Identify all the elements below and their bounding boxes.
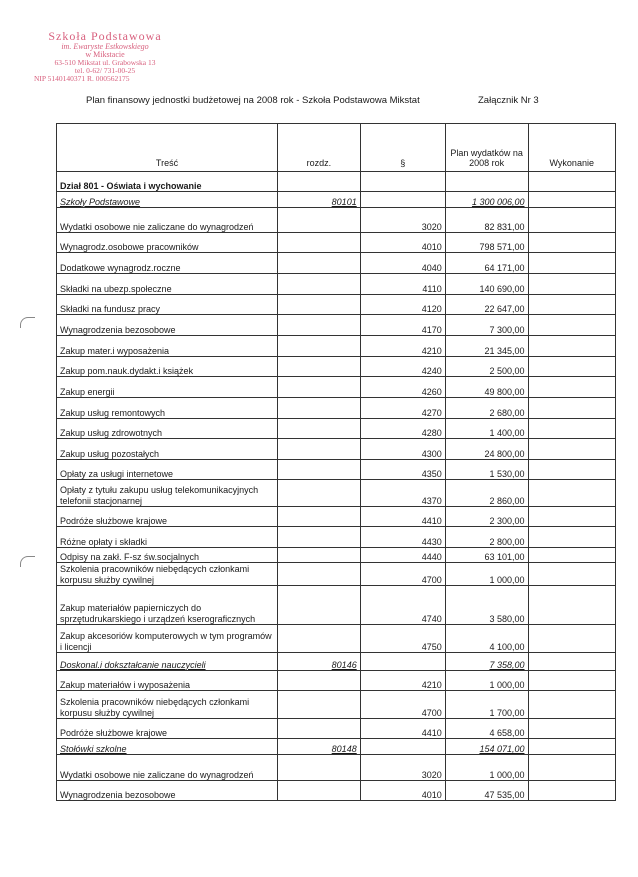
row-plan-amount: 1 300 006,00 [445,192,528,208]
row-paragraph: 4740 [360,586,445,625]
row-paragraph: 4430 [360,527,445,548]
row-name: Wydatki osobowe nie zaliczane do wynagrodzeń [57,755,278,781]
row-name: Opłaty z tytułu zakupu usług telekomunikacyjnych telefonii stacjonarnej [57,480,278,507]
row-rozdz [277,563,360,586]
row-rozdz [277,719,360,739]
row-plan-amount: 47 535,00 [445,781,528,801]
table-row [57,398,616,419]
row-paragraph: 4010 [360,781,445,801]
row-wykonanie [528,548,616,563]
row-wykonanie [528,507,616,527]
row-plan-amount: 798 571,00 [445,233,528,253]
row-plan-amount: 1 700,00 [445,691,528,719]
row-wykonanie [528,586,616,625]
row-plan-amount: 64 171,00 [445,253,528,274]
row-name: Podróże służbowe krajowe [57,719,278,739]
row-plan-amount: 4 100,00 [445,625,528,653]
table-row [57,586,616,625]
row-rozdz [277,172,360,192]
row-wykonanie [528,480,616,507]
row-plan-amount: 1 000,00 [445,755,528,781]
row-name: Dodatkowe wynagrodz.roczne [57,253,278,274]
row-name: Opłaty za usługi internetowe [57,460,278,480]
row-paragraph: 4210 [360,336,445,357]
row-rozdz [277,295,360,315]
row-plan-amount: 2 680,00 [445,398,528,419]
row-wykonanie [528,691,616,719]
row-name: Zakup materiałów i wyposażenia [57,671,278,691]
row-plan-amount: 21 345,00 [445,336,528,357]
row-plan-amount: 63 101,00 [445,548,528,563]
row-rozdz [277,586,360,625]
row-name: Wydatki osobowe nie zaliczane do wynagrodzeń [57,208,278,233]
row-plan-amount: 1 530,00 [445,460,528,480]
stamp-line: w Mikstacie [85,49,125,59]
row-name: Szkolenia pracowników niebędących członkami korpusu służby cywilnej [57,691,278,719]
row-name: Składki na fundusz pracy [57,295,278,315]
row-rozdz [277,377,360,398]
row-name: Dział 801 - Oświata i wychowanie [57,172,278,192]
row-name: Zakup usług remontowych [57,398,278,419]
row-plan-amount: 7 358,00 [445,653,528,671]
table-row [57,755,616,781]
row-plan-amount: 4 658,00 [445,719,528,739]
table-row [57,336,616,357]
budget-table [56,123,616,801]
row-rozdz: 80101 [277,192,360,208]
stamp-line: Szkoła Podstawowa [48,29,162,43]
row-wykonanie [528,527,616,548]
row-paragraph: 4440 [360,548,445,563]
row-paragraph: 4110 [360,274,445,295]
row-rozdz [277,398,360,419]
row-plan-amount: 2 800,00 [445,527,528,548]
row-paragraph [360,653,445,671]
row-wykonanie [528,671,616,691]
row-wykonanie [528,377,616,398]
row-plan-amount: 1 000,00 [445,563,528,586]
row-wykonanie [528,398,616,419]
row-plan-amount: 22 647,00 [445,295,528,315]
punch-mark [20,556,35,567]
row-name: Szkoły Podstawowe [57,192,278,208]
row-rozdz [277,691,360,719]
table-row [57,439,616,460]
row-name: Stołówki szkolne [57,739,278,755]
row-paragraph [360,172,445,192]
row-rozdz [277,781,360,801]
row-rozdz [277,357,360,377]
row-paragraph: 4700 [360,563,445,586]
row-wykonanie [528,357,616,377]
header-row [57,124,616,172]
row-plan-amount: 7 300,00 [445,315,528,336]
row-wykonanie [528,719,616,739]
stamp-line: NIP 5140140371 R. 000562175 [34,74,130,84]
table-row [57,377,616,398]
row-rozdz [277,439,360,460]
row-paragraph: 4270 [360,398,445,419]
row-paragraph: 4240 [360,357,445,377]
table-row [57,172,616,192]
document-title: Plan finansowy jednostki budżetowej na 2008 rok - Szkoła Podstawowa Mikstat [86,95,420,106]
row-plan-amount: 3 580,00 [445,586,528,625]
row-name: Zakup energii [57,377,278,398]
table-row [57,253,616,274]
row-paragraph: 4410 [360,719,445,739]
row-wykonanie [528,419,616,439]
table-row [57,233,616,253]
table-row [57,274,616,295]
row-paragraph: 4040 [360,253,445,274]
column-header-wykonanie: Wykonanie [528,124,616,172]
row-wykonanie [528,172,616,192]
row-wykonanie [528,563,616,586]
row-rozdz [277,507,360,527]
stamp-line: im. Ewaryste Estkowskiego [61,41,149,51]
table-row [57,419,616,439]
row-plan-amount: 2 860,00 [445,480,528,507]
row-paragraph: 3020 [360,755,445,781]
row-rozdz [277,671,360,691]
row-plan-amount: 24 800,00 [445,439,528,460]
row-name: Zakup usług zdrowotnych [57,419,278,439]
row-wykonanie [528,192,616,208]
row-name: Szkolenia pracowników niebędących członkami korpusu służby cywilnej [57,563,278,586]
table-row [57,507,616,527]
row-rozdz [277,480,360,507]
row-rozdz [277,315,360,336]
row-rozdz: 80146 [277,653,360,671]
row-wykonanie [528,439,616,460]
row-paragraph: 4300 [360,439,445,460]
row-name: Doskonal.i dokształcanie nauczycieli [57,653,278,671]
row-name: Zakup pom.nauk.dydakt.i książek [57,357,278,377]
row-name: Podróże służbowe krajowe [57,507,278,527]
row-rozdz [277,460,360,480]
table-row [57,315,616,336]
punch-mark [20,317,35,328]
stamp-line: 63-510 Mikstat ul. Grabowska 13 [54,58,156,68]
row-wykonanie [528,336,616,357]
column-header-paragraph: § [360,124,445,172]
row-wykonanie [528,315,616,336]
table-row [57,671,616,691]
row-name: Wynagrodzenia bezosobowe [57,315,278,336]
row-plan-amount: 2 500,00 [445,357,528,377]
table-row [57,563,616,586]
column-header-tresc: Treść [57,124,278,172]
table-row [57,719,616,739]
row-name: Zakup akcesoriów komputerowych w tym programów i licencji [57,625,278,653]
row-name: Różne opłaty i składki [57,527,278,548]
table-row [57,460,616,480]
row-plan-amount: 82 831,00 [445,208,528,233]
annex-number: Załącznik Nr 3 [478,95,539,106]
row-wykonanie [528,233,616,253]
row-wykonanie [528,653,616,671]
row-rozdz [277,548,360,563]
row-rozdz [277,336,360,357]
table-row [57,295,616,315]
row-paragraph: 4170 [360,315,445,336]
school-stamp [30,30,180,83]
row-paragraph: 4120 [360,295,445,315]
row-rozdz [277,625,360,653]
row-rozdz [277,755,360,781]
table-row [57,625,616,653]
row-wykonanie [528,295,616,315]
row-paragraph: 4010 [360,233,445,253]
row-wykonanie [528,208,616,233]
row-paragraph: 4410 [360,507,445,527]
row-paragraph [360,192,445,208]
row-name: Wynagrodzenia bezosobowe [57,781,278,801]
row-plan-amount: 154 071,00 [445,739,528,755]
row-wykonanie [528,460,616,480]
row-paragraph: 4280 [360,419,445,439]
table-row [57,527,616,548]
row-name: Wynagrodz.osobowe pracowników [57,233,278,253]
row-rozdz [277,274,360,295]
row-rozdz [277,253,360,274]
row-plan-amount [445,172,528,192]
row-paragraph: 4350 [360,460,445,480]
table-row [57,548,616,563]
column-header-rozdz: rozdz. [277,124,360,172]
row-rozdz: 80148 [277,739,360,755]
row-plan-amount: 140 690,00 [445,274,528,295]
row-paragraph: 4700 [360,691,445,719]
row-name: Odpisy na zakł. F-sz św.socjalnych [57,548,278,563]
row-plan-amount: 1 000,00 [445,671,528,691]
row-plan-amount: 2 300,00 [445,507,528,527]
row-wykonanie [528,781,616,801]
row-paragraph: 4210 [360,671,445,691]
row-paragraph: 4750 [360,625,445,653]
row-plan-amount: 49 800,00 [445,377,528,398]
table-row [57,653,616,671]
row-name: Zakup usług pozostałych [57,439,278,460]
table-body [57,172,616,801]
row-plan-amount: 1 400,00 [445,419,528,439]
row-rozdz [277,233,360,253]
table-row [57,781,616,801]
row-rozdz [277,527,360,548]
table-row [57,480,616,507]
row-name: Zakup mater.i wyposażenia [57,336,278,357]
table-row [57,192,616,208]
table-row [57,739,616,755]
table-row [57,691,616,719]
row-paragraph: 4370 [360,480,445,507]
row-wykonanie [528,739,616,755]
row-wykonanie [528,274,616,295]
column-header-plan: Plan wydatków na 2008 rok [445,124,528,172]
row-name: Zakup materiałów papierniczych do sprzętudrukarskiego i urządzeń kserograficznych [57,586,278,625]
row-paragraph [360,739,445,755]
stamp-line: tel. 0-62/ 731-00-25 [74,66,136,76]
table-row [57,208,616,233]
row-wykonanie [528,253,616,274]
row-rozdz [277,208,360,233]
row-paragraph: 4260 [360,377,445,398]
row-paragraph: 3020 [360,208,445,233]
table-row [57,357,616,377]
row-wykonanie [528,755,616,781]
row-rozdz [277,419,360,439]
row-wykonanie [528,625,616,653]
row-name: Składki na ubezp.społeczne [57,274,278,295]
